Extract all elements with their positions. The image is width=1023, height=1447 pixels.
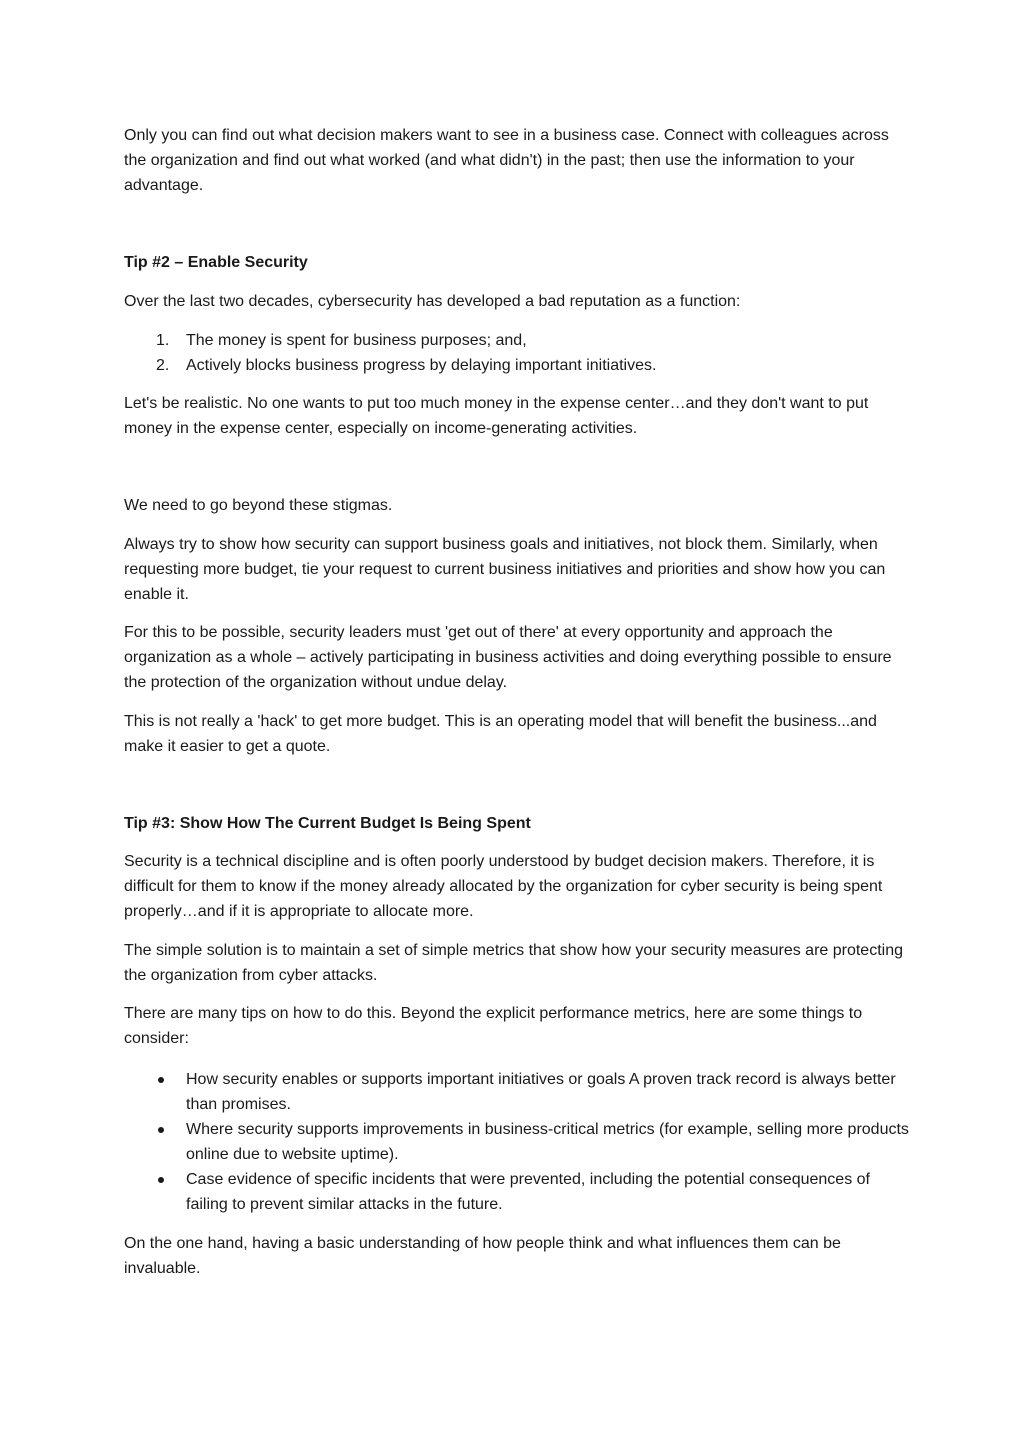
tip2-numbered-list — [124, 328, 914, 378]
list-item — [124, 1117, 914, 1167]
tip2-paragraph-5: This is not really a 'hack' to get more budget. This is an operating model that will benefit the business...and make it easier to get a quote. — [124, 713, 877, 755]
list-item — [124, 1167, 914, 1217]
tip3-paragraph-4: On the one hand, having a basic understanding of how people think and what influences them can be invaluable. — [124, 1235, 841, 1277]
bullet-icon — [158, 1127, 164, 1133]
list-item — [124, 328, 914, 353]
list-item — [124, 1067, 914, 1117]
tip2-paragraph-3: Always try to show how security can support business goals and initiatives, not block them. Similarly, when requesting more budget, tie your request to current business initiatives and priorities and show how you can enable it. — [124, 536, 886, 603]
tip3-heading: Tip #3: Show How The Current Budget Is Being Spent — [124, 815, 531, 832]
bullet-icon — [158, 1177, 164, 1183]
tip3-paragraph-2: The simple solution is to maintain a set of simple metrics that show how your security measures are protecting the organization from cyber attacks. — [124, 942, 903, 984]
list-number: 2. — [156, 357, 170, 374]
list-item-text: How security enables or supports important initiatives or goals A proven track record is always better than promises. — [186, 1071, 896, 1113]
list-item-text: Case evidence of specific incidents that were prevented, including the potential consequences of failing to prevent similar attacks in the future. — [186, 1171, 870, 1213]
tip2-paragraph-2: We need to go beyond these stigmas. — [124, 497, 393, 514]
tip2-lead: Over the last two decades, cybersecurity has developed a bad reputation as a function: — [124, 293, 741, 310]
bullet-icon — [158, 1077, 164, 1083]
tip3-bullet-list — [124, 1067, 914, 1217]
tip2-heading: Tip #2 – Enable Security — [124, 254, 308, 271]
list-item — [124, 353, 914, 378]
tip3-paragraph-1: Security is a technical discipline and is often poorly understood by budget decision makers. Therefore, it is difficult for them to know if the money already allocated by the organization for cyber security is being spent properly…and if it is appropriate to allocate more. — [124, 853, 883, 920]
tip3-paragraph-3: There are many tips on how to do this. Beyond the explicit performance metrics, here are some things to consider: — [124, 1005, 863, 1047]
list-item-text: Actively blocks business progress by delaying important initiatives. — [186, 357, 657, 374]
tip2-paragraph-1: Let's be realistic. No one wants to put too much money in the expense center…and they don't want to put money in the expense center, especially on income-generating activities. — [124, 395, 869, 437]
tip2-paragraph-4: For this to be possible, security leaders must 'get out of there' at every opportunity and approach the organization as a whole – actively participating in business activities and doing everything possible to ensure the protection of the organization without undue delay. — [124, 624, 892, 691]
list-number: 1. — [156, 332, 170, 349]
list-item-text: Where security supports improvements in business-critical metrics (for example, selling more products online due to website uptime). — [186, 1121, 909, 1163]
intro-paragraph: Only you can find out what decision makers want to see in a business case. Connect with colleagues across the organization and find out what worked (and what didn't) in the past; then use the information to your advantage. — [124, 127, 889, 194]
list-item-text: The money is spent for business purposes; and, — [186, 332, 527, 349]
